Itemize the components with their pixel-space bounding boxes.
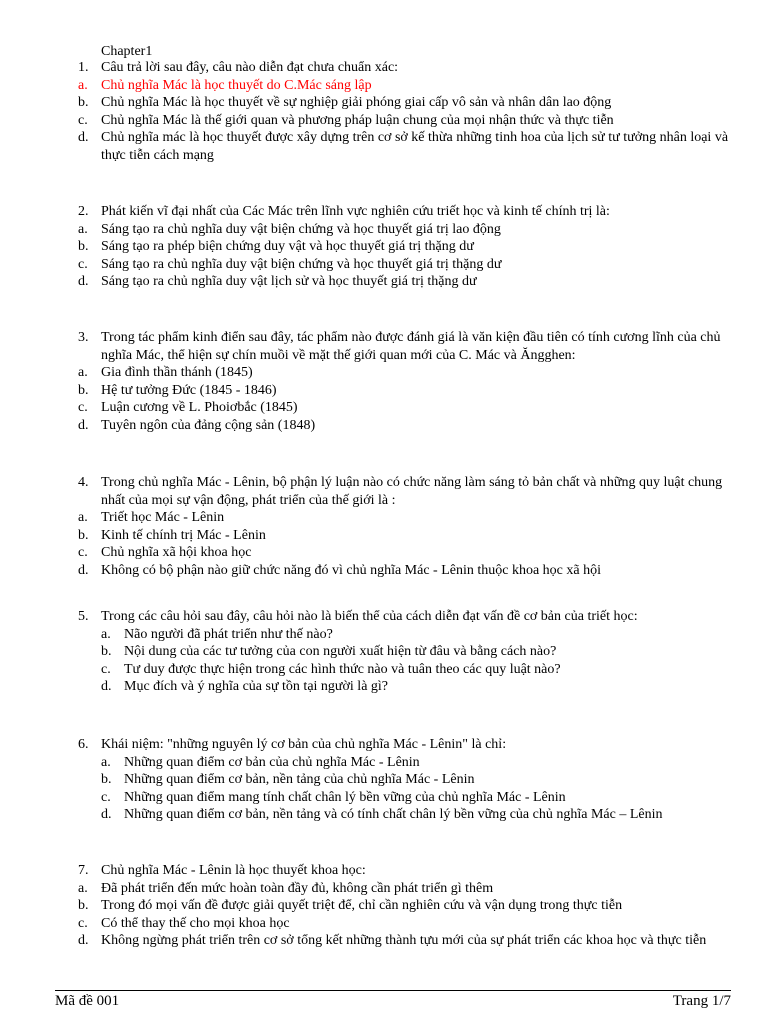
option-letter: a. (78, 77, 88, 93)
question-3 (78, 329, 738, 435)
exam-code: Mã đề 001 (55, 993, 120, 1009)
option-text: Triết học Mác - Lênin (101, 510, 225, 526)
option-text: Chủ nghĩa Mác là học thuyết do C.Mác sáng lập (101, 77, 372, 93)
answer-option (78, 915, 738, 933)
option-letter: b. (78, 95, 89, 111)
option-text: Gia đình thần thánh (1845) (101, 365, 253, 381)
question-text: Chủ nghĩa Mác - Lênin là học thuyết khoa học: (101, 863, 366, 878)
question-stem (78, 608, 738, 626)
option-text: Chủ nghĩa mác là học thuyết được xây dựng trên cơ sở kế thừa những tinh hoa của lịch sử tư tưởng nhân loại và thực tiễn cách mạng (101, 130, 729, 163)
answer-option (78, 112, 738, 130)
answer-option (78, 527, 738, 545)
question-text: Trong các câu hỏi sau đây, câu hỏi nào là biến thể của cách diễn đạt vấn đề cơ bản của triết học: (101, 609, 638, 624)
option-text: Trong đó mọi vấn đề được giải quyết triệt để, chỉ cần nghiên cứu và vận dụng trong thực tiễn (101, 898, 623, 914)
answer-option (78, 417, 738, 435)
option-letter: a. (101, 754, 111, 770)
question-stem (78, 59, 738, 77)
option-text: Những quan điểm mang tính chất chân lý bền vững của chủ nghĩa Mác - Lênin (124, 789, 566, 805)
question-stem (78, 862, 738, 880)
question-text: Trong tác phẩm kinh điển sau đây, tác phẩm nào được đánh giá là văn kiện đầu tiên có tính cương lĩnh của chủ nghĩa Mác, thể hiện sự chín muồi về mặt thế giới quan mới của C. Mác và Ăngghen: (101, 330, 721, 363)
option-text: Không có bộ phận nào giữ chức năng đó vì chủ nghĩa Mác - Lênin thuộc khoa học xã hội (101, 562, 601, 578)
option-text: Sáng tạo ra chủ nghĩa duy vật lịch sử và học thuyết giá trị thặng dư (101, 274, 477, 290)
option-text: Hệ tư tưởng Đức (1845 - 1846) (101, 382, 277, 398)
question-4 (78, 474, 738, 580)
option-letter: a. (78, 880, 88, 896)
option-text: Luận cương về L. Phoiơbắc (1845) (101, 400, 298, 416)
question-text: Phát kiến vĩ đại nhất của Các Mác trên lĩnh vực nghiên cứu triết học và kinh tế chính trị là: (101, 204, 610, 219)
answer-option (78, 221, 738, 239)
option-letter: b. (78, 239, 89, 255)
answer-option (78, 771, 738, 789)
question-number: 4. (78, 475, 89, 490)
answer-option (78, 382, 738, 400)
option-letter: d. (78, 933, 89, 949)
option-letter: d. (78, 417, 89, 433)
question-stem (78, 736, 738, 754)
option-letter: d. (78, 130, 89, 146)
option-text: Chủ nghĩa xã hội khoa học (101, 545, 252, 561)
option-letter: c. (78, 112, 88, 128)
option-text: Những quan điểm cơ bản, nền tảng và có tính chất chân lý bền vững của chủ nghĩa Mác – Lênin (124, 807, 663, 823)
option-letter: b. (78, 527, 89, 543)
answer-option (78, 238, 738, 256)
option-letter: a. (101, 626, 111, 642)
question-number: 6. (78, 737, 89, 752)
option-text: Sáng tạo ra phép biện chứng duy vật và học thuyết giá trị thặng dư (101, 239, 474, 255)
answer-option (78, 273, 738, 291)
option-text: Đã phát triển đến mức hoàn toàn đầy đủ, không cần phát triển gì thêm (101, 880, 494, 896)
answer-option (78, 509, 738, 527)
chapter-title: Chapter1 (101, 44, 153, 59)
option-text: Những quan điểm cơ bản, nền tảng của chủ nghĩa Mác - Lênin (124, 772, 475, 788)
question-number: 3. (78, 330, 89, 345)
option-letter: d. (101, 807, 112, 823)
option-letter: d. (78, 274, 89, 290)
answer-option (78, 256, 738, 274)
question-stem (78, 203, 738, 221)
option-letter: c. (78, 256, 88, 272)
page-number: Trang 1/7 (672, 993, 731, 1009)
answer-option (78, 626, 738, 644)
option-letter: d. (78, 562, 89, 578)
question-number: 2. (78, 204, 89, 219)
option-text: Không ngừng phát triển trên cơ sở tổng kết những thành tựu mới của sự phát triển các khoa học và thực tiễn (101, 933, 707, 949)
answer-option (78, 932, 738, 950)
answer-option-highlighted (78, 77, 738, 95)
option-text: Những quan điểm cơ bản của chủ nghĩa Mác - Lênin (124, 754, 420, 770)
answer-option (78, 754, 738, 772)
option-text: Mục đích và ý nghĩa của sự tồn tại người là gì? (124, 679, 389, 695)
option-letter: b. (101, 772, 112, 788)
option-letter: c. (101, 661, 111, 677)
question-2 (78, 203, 738, 291)
question-1 (78, 59, 738, 165)
option-letter: b. (78, 382, 89, 398)
option-letter: b. (101, 644, 112, 660)
question-stem (78, 474, 738, 509)
question-text: Câu trả lời sau đây, câu nào diễn đạt chưa chuẩn xác: (101, 60, 399, 75)
answer-option (78, 806, 738, 824)
option-text: Sáng tạo ra chủ nghĩa duy vật biện chứng và học thuyết giá trị thặng dư (101, 256, 502, 272)
option-letter: b. (78, 898, 89, 914)
option-letter: c. (78, 545, 88, 561)
question-number: 7. (78, 863, 89, 878)
question-number: 1. (78, 60, 89, 75)
question-7 (78, 862, 738, 950)
option-letter: c. (78, 400, 88, 416)
answer-option (78, 399, 738, 417)
option-letter: d. (101, 679, 112, 695)
option-letter: c. (101, 789, 111, 805)
option-letter: a. (78, 221, 88, 237)
answer-option (78, 643, 738, 661)
question-5 (78, 608, 738, 696)
option-letter: c. (78, 915, 88, 931)
question-text: Khái niệm: "những nguyên lý cơ bản của chủ nghĩa Mác - Lênin" là chỉ: (101, 737, 507, 752)
answer-option (78, 678, 738, 696)
answer-option (78, 364, 738, 382)
answer-option (78, 897, 738, 915)
option-text: Kinh tế chính trị Mác - Lênin (101, 527, 266, 543)
option-text: Tư duy được thực hiện trong các hình thức nào và tuân theo các quy luật nào? (124, 661, 561, 677)
question-stem (78, 329, 738, 364)
footer-divider (55, 990, 731, 991)
option-text: Sáng tạo ra chủ nghĩa duy vật biện chứng và học thuyết giá trị lao động (101, 221, 501, 237)
option-letter: a. (78, 365, 88, 381)
question-text: Trong chủ nghĩa Mác - Lênin, bộ phận lý luận nào có chức năng làm sáng tỏ bản chất và những quy luật chung nhất của mọi sự vận động, phát triển của thế giới là : (101, 475, 723, 508)
option-text: Nội dung của các tư tưởng của con người xuất hiện từ đâu và bằng cách nào? (124, 644, 557, 660)
option-text: Tuyên ngôn của đảng cộng sản (1848) (101, 417, 316, 433)
question-number: 5. (78, 609, 89, 624)
question-6 (78, 736, 738, 824)
option-text: Chủ nghĩa Mác là thế giới quan và phương pháp luận chung của mọi nhận thức và thực tiễn (101, 112, 614, 128)
answer-option (78, 544, 738, 562)
option-letter: a. (78, 510, 88, 526)
answer-option (78, 880, 738, 898)
answer-option (78, 94, 738, 112)
answer-option (78, 661, 738, 679)
answer-option (78, 562, 738, 580)
option-text: Có thể thay thế cho mọi khoa học (101, 915, 290, 931)
option-text: Chủ nghĩa Mác là học thuyết về sự nghiệp giải phóng giai cấp vô sản và nhân dân lao động (101, 95, 612, 111)
answer-option (78, 129, 738, 164)
option-text: Não người đã phát triển như thế nào? (124, 626, 333, 642)
answer-option (78, 789, 738, 807)
